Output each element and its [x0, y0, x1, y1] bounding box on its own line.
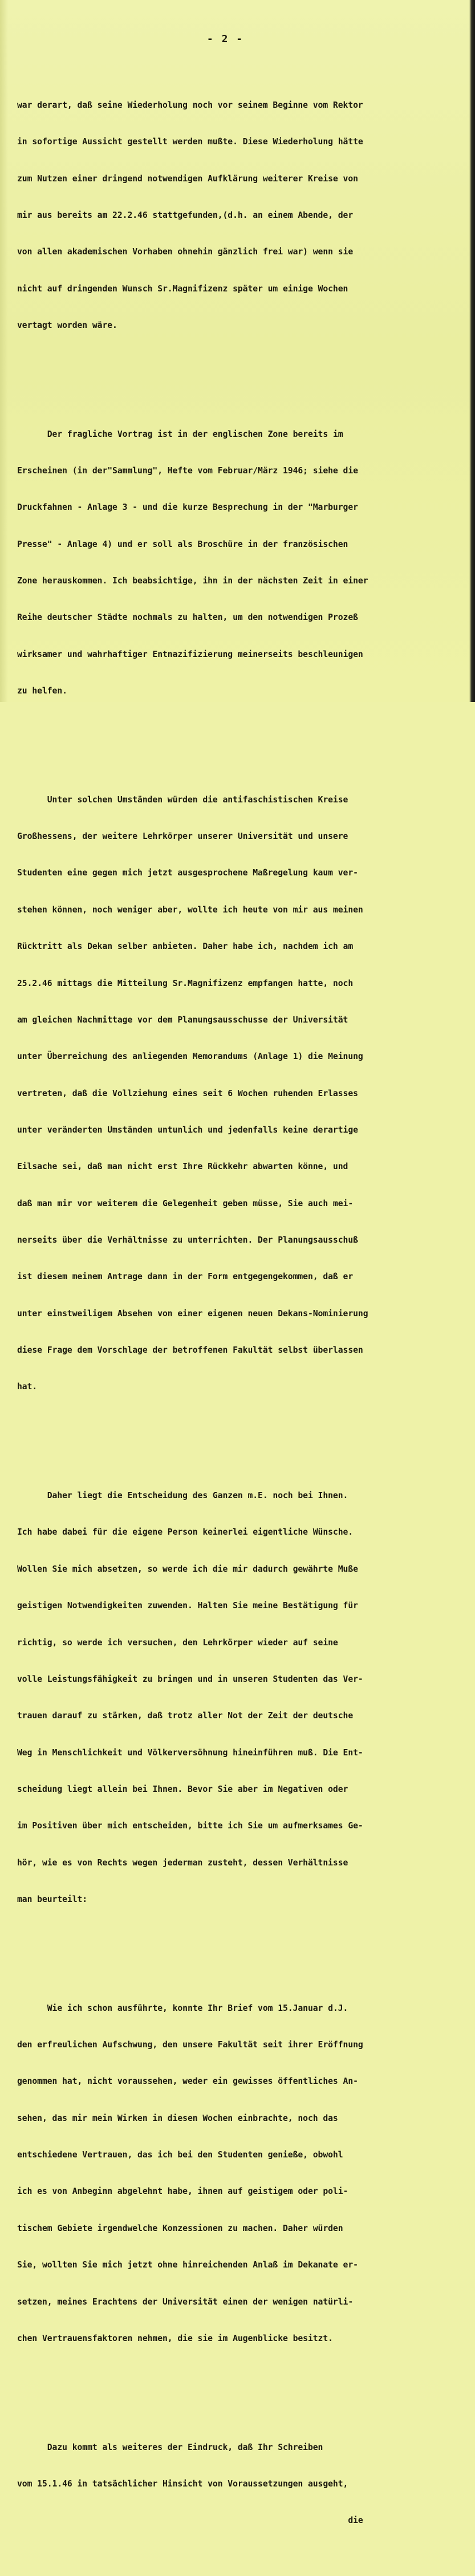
- text-line: Wie ich schon ausführte, konnte Ihr Brief vom 15.Januar d.J.: [17, 2003, 348, 2013]
- paragraph-4: [17, 1465, 453, 1930]
- text-line: tischem Gebiete irgendwelche Konzessionen zu machen. Daher würden: [17, 2223, 343, 2233]
- text-line: vertreten, daß die Vollziehung eines seit 6 Wochen ruhenden Erlasses: [17, 1088, 358, 1098]
- text-line: mir aus bereits am 22.2.46 stattgefunden,(d.h. an einem Abende, der: [17, 210, 354, 220]
- text-line: ist diesem meinem Antrage dann in der Form entgegengekommen, daß er: [17, 1272, 354, 1282]
- text-line: unter einstweiligem Absehen von einer eigenen neuen Dekans-Nominierung: [17, 1308, 368, 1319]
- text-line: 25.2.46 mittags die Mitteilung Sr.Magnifizenz empfangen hatte, noch: [17, 978, 354, 988]
- text-line: zum Nutzen einer dringend notwendigen Aufklärung weiterer Kreise von: [17, 173, 358, 184]
- continuation-word: die: [17, 2516, 363, 2526]
- text-line: Erscheinen (in der"Sammlung", Hefte vom Februar/März 1946; siehe die: [17, 465, 358, 476]
- text-line: unter veränderten Umständen untunlich und jedenfalls keine derartige: [17, 1125, 358, 1135]
- typed-letter-body: [17, 50, 453, 2576]
- text-line: den erfreulichen Aufschwung, den unsere Fakultät seit ihrer Eröffnung: [17, 2040, 363, 2050]
- text-line: nicht auf dringenden Wunsch Sr.Magnifizenz später um einige Wochen: [17, 283, 348, 294]
- text-line: stehen können, noch weniger aber, wollte ich heute von mir aus meinen: [17, 904, 363, 915]
- text-line: Druckfahnen - Anlage 3 - und die kurze Besprechung in der "Marburger: [17, 502, 358, 513]
- paragraph-1: [17, 75, 453, 356]
- text-line: hat.: [17, 1382, 38, 1392]
- text-line: Der fragliche Vortrag ist in der englischen Zone bereits im: [17, 429, 343, 439]
- text-line: im Positiven über mich entscheiden, bitte ich Sie um aufmerksames Ge-: [17, 1821, 363, 1831]
- text-line: Eilsache sei, daß man nicht erst Ihre Rückkehr abwarten könne, und: [17, 1162, 348, 1172]
- text-line: geistigen Notwendigkeiten zuwenden. Halten Sie meine Bestätigung für: [17, 1601, 358, 1611]
- text-line: Rücktritt als Dekan selber anbieten. Daher habe ich, nachdem ich am: [17, 942, 354, 952]
- text-line: Presse" - Anlage 4) und er soll als Broschüre in der französischen: [17, 539, 348, 549]
- text-line: Sie, wollten Sie mich jetzt ohne hinreichenden Anlaß im Dekanate er-: [17, 2260, 358, 2270]
- text-line: diese Frage dem Vorschlage der betroffenen Fakultät selbst überlassen: [17, 1345, 363, 1356]
- text-line: ich es von Anbeginn abgelehnt habe, ihnen auf geistigem oder poli-: [17, 2186, 348, 2197]
- text-line: Dazu kommt als weiteres der Eindruck, daß Ihr Schreiben: [17, 2442, 323, 2452]
- page-left-shadow: [0, 0, 8, 702]
- text-line: von allen akademischen Vorhaben ohnehin gänzlich frei war) wenn sie: [17, 247, 354, 257]
- text-line: war derart, daß seine Wiederholung noch vor seinem Beginne vom Rektor: [17, 100, 363, 110]
- text-line: scheidung liegt allein bei Ihnen. Bevor Sie aber im Negativen oder: [17, 1784, 348, 1794]
- text-line: hör, wie es von Rechts wegen jederman zusteht, dessen Verhältnisse: [17, 1857, 348, 1868]
- text-line: chen Vertrauensfaktoren nehmen, die sie im Augenblicke besitzt.: [17, 2333, 333, 2343]
- paragraph-2: [17, 404, 453, 722]
- paragraph-5: [17, 1978, 453, 2370]
- text-line: trauen darauf zu stärken, daß trotz aller Not der Zeit der deutsche: [17, 1711, 354, 1721]
- text-line: setzen, meines Erachtens der Universität einen der wenigen natürli-: [17, 2297, 354, 2307]
- text-line: daß man mir vor weiterem die Gelegenheit geben müsse, Sie auch mei-: [17, 1198, 354, 1208]
- text-line: Studenten eine gegen mich jetzt ausgesprochene Maßregelung kaum ver-: [17, 868, 358, 878]
- text-line: genommen hat, nicht voraussehen, weder ein gewisses öffentliches An-: [17, 2076, 358, 2087]
- text-line: Weg in Menschlichkeit und Völkerversöhnung hineinführen muß. Die Ent-: [17, 1747, 363, 1758]
- text-line: am gleichen Nachmittage vor dem Planungsausschusse der Universität: [17, 1015, 348, 1025]
- text-line: Großhessens, der weitere Lehrkörper unserer Universität und unsere: [17, 831, 348, 842]
- text-line: vom 15.1.46 in tatsächlicher Hinsicht von Voraussetzungen ausgeht,: [17, 2478, 348, 2489]
- text-line: Zone herauskommen. Ich beabsichtige, ihn in der nächsten Zeit in einer: [17, 576, 368, 586]
- paragraph-6: [17, 2417, 453, 2551]
- page-right-edge: [469, 0, 475, 702]
- text-line: Wollen Sie mich absetzen, so werde ich die mir dadurch gewährte Muße: [17, 1564, 358, 1574]
- text-line: man beurteilt:: [17, 1895, 88, 1905]
- text-line: entschiedene Vertrauen, das ich bei den Studenten genieße, obwohl: [17, 2150, 343, 2160]
- text-line: unter Überreichung des anliegenden Memorandums (Anlage 1) die Meinung: [17, 1052, 363, 1062]
- text-line: vertagt worden wäre.: [17, 320, 117, 330]
- text-line: zu helfen.: [17, 686, 67, 696]
- text-line: sehen, das mir mein Wirken in diesen Wochen einbrachte, noch das: [17, 2113, 338, 2123]
- paragraph-3: [17, 769, 453, 1418]
- page-number: - 2 -: [206, 33, 244, 45]
- text-line: Daher liegt die Entscheidung des Ganzen m.E. noch bei Ihnen.: [17, 1491, 348, 1501]
- text-line: in sofortige Aussicht gestellt werden mußte. Diese Wiederholung hätte: [17, 137, 363, 147]
- text-line: Unter solchen Umständen würden die antifaschistischen Kreise: [17, 794, 348, 805]
- text-line: Ich habe dabei für die eigene Person keinerlei eigentliche Wünsche.: [17, 1527, 354, 1538]
- text-line: volle Leistungsfähigkeit zu bringen und in unseren Studenten das Ver-: [17, 1674, 363, 1684]
- text-line: richtig, so werde ich versuchen, den Lehrkörper wieder auf seine: [17, 1637, 338, 1648]
- text-line: Reihe deutscher Städte nochmals zu halten, um den notwendigen Prozeß: [17, 612, 358, 623]
- text-line: nerseits über die Verhältnisse zu unterrichten. Der Planungsausschuß: [17, 1235, 358, 1246]
- text-line: wirksamer und wahrhaftiger Entnazifizierung meinerseits beschleunigen: [17, 649, 363, 659]
